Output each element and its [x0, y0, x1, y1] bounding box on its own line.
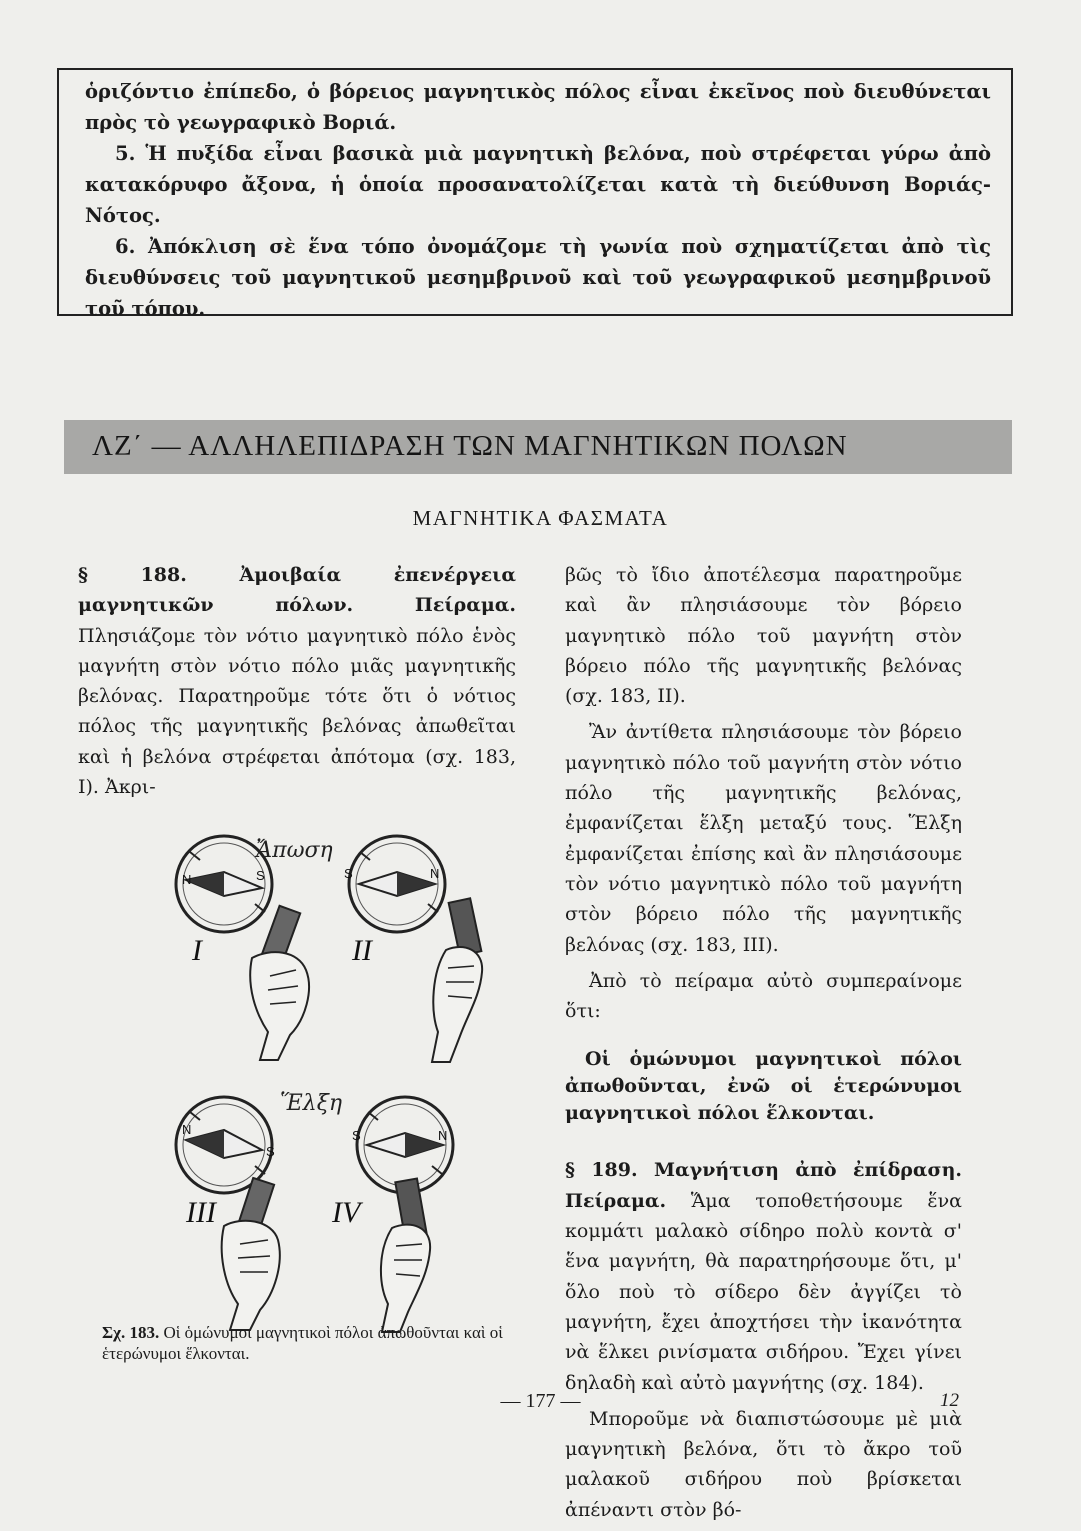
- panel-label-i: I: [192, 934, 202, 967]
- caption-number: Σχ. 183.: [102, 1323, 160, 1342]
- compass-i: [176, 836, 272, 932]
- left-column: [78, 560, 516, 808]
- chapter-title: ΛΖ΄ — ΑΛΛΗΛΕΠΙΔΡΑΣΗ ΤΩΝ ΜΑΓΝΗΤΙΚΩΝ ΠΟΛΩΝ: [92, 430, 848, 462]
- pole-s-label: S: [352, 1128, 361, 1143]
- pole-s-label: S: [256, 868, 265, 883]
- right-column: [565, 560, 962, 1531]
- label-attraction: Ἕλξη: [280, 1091, 343, 1116]
- paragraph-189: [565, 1155, 962, 1397]
- paragraph-188-attraction: Ἂν ἀντίθετα πλησιάσουμε τὸν βόρειο μαγνητικὸ πόλο τοῦ μαγνήτη στὸν νότιο πόλο τῆς μαγνητικῆς βελόνας, ἐμφανίζεται ἕλξη μεταξύ τους. Ἕλξη ἐμφανίζεται ἐπίσης καὶ ἂν πλησιάσουμε τὸν νότιο μαγνητικὸ πόλο τοῦ μαγνήτη στὸν βόρειο πόλο τῆς μαγνητικῆς βελόνας (σχ. 183, ΙΙΙ).: [565, 721, 962, 956]
- summary-line-1: ὁριζόντιο ἐπίπεδο, ὁ βόρειος μαγνητικὸς πόλος εἶναι ἐκεῖνος ποὺ διευθύνεται πρὸς τὸ γεωγραφικὸ Βοριά.: [85, 80, 991, 134]
- panel-label-ii: II: [352, 934, 372, 967]
- page-number: — 177 —: [500, 1390, 581, 1412]
- summary-item-6: 6. Ἀπόκλιση σὲ ἕνα τόπο ὀνομάζομε τὴ γωνία ποὺ σχηματίζεται ἀπὸ τὶς διευθύνσεις τοῦ μαγνητικοῦ μεσημβρινοῦ καὶ τοῦ γεωγραφικοῦ μεσημβρινοῦ τοῦ τόπου.: [85, 235, 991, 320]
- summary-item-5: 5. Ἡ πυξίδα εἶναι βασικὰ μιὰ μαγνητικὴ βελόνα, ποὺ στρέφεται γύρω ἀπὸ κατακόρυφο ἄξονα, ἡ ὁποία προσανατολίζεται κατὰ τὴ διεύθυνση Βοριάς-Νότος.: [85, 142, 991, 227]
- panel-label-iv: IV: [332, 1196, 361, 1229]
- paragraph-188-conclusion: Ἀπὸ τὸ πείραμα αὐτὸ συμπεραίνομε ὅτι:: [565, 969, 962, 1023]
- rule-statement: Οἱ ὁμώνυμοι μαγνητικοὶ πόλοι ἀπωθοῦνται, ἐνῶ οἱ ἑτερώνυμοι μαγνητικοὶ πόλοι ἕλκονται.: [565, 1048, 962, 1125]
- paragraph-189-cont: Μποροῦμε νὰ διαπιστώσουμε μὲ μιὰ μαγνητικὴ βελόνα, ὅτι τὸ ἄκρο τοῦ μαλακοῦ σιδήρου ποὺ βρίσκεται ἀπέναντι στὸν βό-: [565, 1407, 962, 1521]
- pole-n-label: N: [182, 1122, 192, 1137]
- figure-183: [120, 800, 520, 1335]
- section-subtitle: ΜΑΓΝΗΤΙΚΑ ΦΑΣΜΑΤΑ: [412, 506, 669, 530]
- pole-s-label: S: [344, 866, 353, 881]
- hand-magnet-ii: [432, 898, 482, 1062]
- pole-s-label: S: [266, 1144, 275, 1159]
- pole-n-label: N: [438, 1128, 448, 1143]
- hand-magnet-i: [250, 906, 309, 1060]
- summary-box: [57, 68, 1013, 320]
- figure-caption: [102, 1322, 517, 1364]
- hand-magnet-iv: [381, 1179, 430, 1332]
- caption-text: Οἱ ὁμώνυμοι μαγνητικοὶ πόλοι ἀπωθοῦνται καὶ οἱ ἑτερώνυμοι ἕλκονται.: [102, 1323, 503, 1363]
- pole-n-label: N: [430, 866, 440, 881]
- section-189-heading: § 189. Μαγνήτιση ἀπὸ ἐπίδραση. Πείραμα.: [565, 1159, 962, 1212]
- section-188-text: Πλησιάζομε τὸν νότιο μαγνητικὸ πόλο ἑνὸς μαγνήτη στὸν νότιο πόλο μιᾶς μαγνητικῆς βελόνας. Παρατηροῦμε τότε ὅτι ὁ νότιος πόλος τῆς μαγνητικῆς βελόνας ἀπωθεῖται καὶ ἡ βελόνα στρέφεται ἀπότομα (σχ. 183, Ι). Ἀκρι-: [78, 624, 516, 799]
- compass-ii: [344, 836, 445, 932]
- label-repulsion: Ἄπωση: [256, 838, 333, 863]
- paragraph-188: [78, 560, 516, 802]
- compass-iv: [352, 1097, 453, 1193]
- compass-illustration: [120, 800, 520, 1335]
- compass-iii: [176, 1097, 275, 1193]
- hand-magnet-iii: [222, 1178, 280, 1330]
- paragraph-188-cont: βῶς τὸ ἴδιο ἀποτέλεσμα παρατηροῦμε καὶ ἂν πλησιάσουμε τὸν βόρειο μαγνητικὸ πόλο τοῦ μαγνήτη στὸν βόρειο πόλο τῆς μαγνητικῆς βελόνας (σχ. 183, ΙΙ).: [565, 564, 962, 708]
- pole-n-label: N: [182, 872, 192, 887]
- section-188-heading: § 188. Ἀμοιβαία ἐπενέργεια μαγνητικῶν πόλων. Πείραμα.: [78, 564, 516, 617]
- panel-label-iii: III: [186, 1196, 216, 1229]
- section-189-text: Ἅμα τοποθετήσουμε ἕνα κομμάτι μαλακὸ σίδηρο πολὺ κοντὰ σ' ἕνα μαγνήτη, θὰ παρατηρήσουμε ὅτι, μ' ὅλο ποὺ τὸ σίδερο δὲν ἀγγίζει τὸ μαγνήτη, ἔχει ἀποχτήσει τὴν ἱκανότητα νὰ ἕλκει ρινίσματα σιδήρου. Ἔχει γίνει δηλαδὴ καὶ αὐτὸ μαγνήτης (σχ. 184).: [565, 1189, 962, 1394]
- sheet-number: 12: [940, 1390, 959, 1411]
